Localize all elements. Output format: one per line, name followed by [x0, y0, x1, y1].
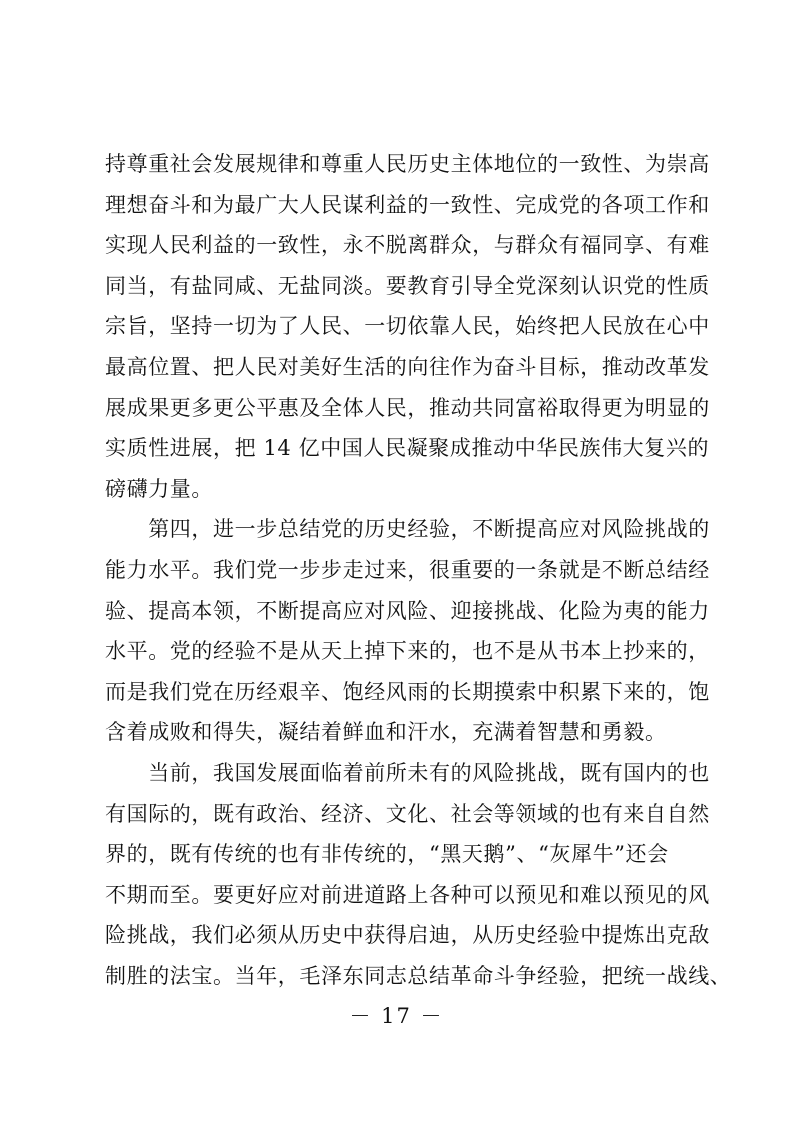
text-line: 界的，既有传统的也有非传统的，“黑天鹅”、“灰犀牛”还会 — [105, 842, 669, 867]
text-line: 实质性进展，把 14 亿中国人民凝聚成推动中华民族伟大复兴的 — [105, 436, 710, 461]
page-number: － 17 － — [349, 1004, 444, 1028]
text-line: 含着成败和得失，凝结着鲜血和汗水，充满着智慧和勇毅。 — [105, 720, 667, 745]
text-line: 制胜的法宝。当年，毛泽东同志总结革命斗争经验，把统一战线、 — [105, 963, 732, 988]
text-line: 持尊重社会发展规律和尊重人民历史主体地位的一致性、为崇高 — [105, 152, 710, 176]
text-line: 而是我们党在历经艰辛、饱经风雨的长期摸索中积累下来的，饱 — [105, 679, 710, 704]
text-line: 水平。党的经验不是从天上掉下来的，也不是从书本上抄来的， — [105, 639, 710, 664]
text-line: 当前，我国发展面临着前所未有的风险挑战，既有国内的也 — [105, 760, 710, 785]
text-line: 实现人民利益的一致性，永不脱离群众，与群众有福同享、有难 — [105, 233, 710, 258]
text-line: 磅礴力量。 — [105, 476, 213, 501]
text-line: 险挑战，我们必须从历史中获得启迪，从历史经验中提炼出克敌 — [105, 923, 710, 948]
text-line: 最高位置、把人民对美好生活的向往作为奋斗目标，推动改革发 — [105, 354, 710, 379]
text-line: 理想奋斗和为最广大人民谋利益的一致性、完成党的各项工作和 — [105, 192, 710, 217]
text-line: 宗旨，坚持一切为了人民、一切依靠人民，始终把人民放在心中 — [105, 314, 710, 339]
body-text — [105, 144, 732, 996]
text-line: 能力水平。我们党一步步走过来，很重要的一条就是不断总结经 — [105, 557, 710, 582]
text-line: 不期而至。要更好应对前进道路上各种可以预见和难以预见的风 — [105, 882, 710, 907]
text-line: 有国际的，既有政治、经济、文化、社会等领域的也有来自自然 — [105, 801, 710, 826]
text-line: 第四，进一步总结党的历史经验，不断提高应对风险挑战的 — [105, 517, 710, 542]
text-line: 同当，有盐同咸、无盐同淡。要教育引导全党深刻认识党的性质 — [105, 273, 710, 298]
text-line: 验、提高本领，不断提高应对风险、迎接挑战、化险为夷的能力 — [105, 598, 710, 623]
text-line: 展成果更多更公平惠及全体人民，推动共同富裕取得更为明显的 — [105, 395, 710, 420]
